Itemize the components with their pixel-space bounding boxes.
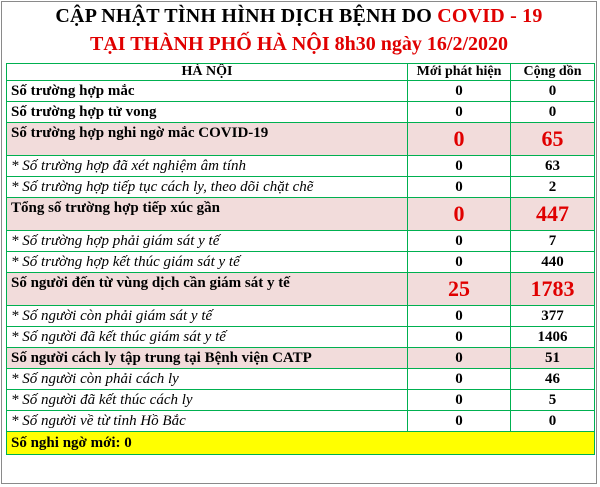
row-label: Số trường hợp nghi ngờ mắc COVID-19 xyxy=(7,123,408,156)
row-new-value: 0 xyxy=(408,156,511,177)
report-title-line1 xyxy=(2,5,596,28)
table-row xyxy=(7,390,595,411)
row-label: * Số trường hợp phải giám sát y tế xyxy=(7,231,408,252)
row-total-value: 440 xyxy=(511,252,595,273)
table-row-highlight xyxy=(7,273,595,306)
row-total-value: 1406 xyxy=(511,327,595,348)
statistics-table xyxy=(6,63,595,455)
row-label: * Số người đã kết thúc cách ly xyxy=(7,390,408,411)
footer-note: Số nghi ngờ mới: 0 xyxy=(7,432,595,455)
row-new-value: 0 xyxy=(408,306,511,327)
row-total-value: 65 xyxy=(511,123,595,156)
row-label: Số người đến từ vùng dịch cần giám sát y tế xyxy=(7,273,408,306)
row-new-value: 0 xyxy=(408,252,511,273)
row-total-value: 0 xyxy=(511,102,595,123)
row-total-value: 447 xyxy=(511,198,595,231)
row-label: Tổng số trường hợp tiếp xúc gần xyxy=(7,198,408,231)
table-row xyxy=(7,411,595,432)
row-new-value: 0 xyxy=(408,177,511,198)
table-row-highlight-small xyxy=(7,348,595,369)
row-new-value: 0 xyxy=(408,81,511,102)
row-total-value: 0 xyxy=(511,81,595,102)
row-new-value: 0 xyxy=(408,348,511,369)
row-label: * Số trường hợp đã xét nghiệm âm tính xyxy=(7,156,408,177)
row-label: * Số trường hợp tiếp tục cách ly, theo dõi chặt chẽ xyxy=(7,177,408,198)
table-row xyxy=(7,252,595,273)
row-label: * Số người còn phải giám sát y tế xyxy=(7,306,408,327)
row-label: Số trường hợp mắc xyxy=(7,81,408,102)
row-new-value: 0 xyxy=(408,231,511,252)
row-total-value: 7 xyxy=(511,231,595,252)
row-label: Số trường hợp tử vong xyxy=(7,102,408,123)
row-label: Số người cách ly tập trung tại Bệnh viện CATP xyxy=(7,348,408,369)
row-total-value: 46 xyxy=(511,369,595,390)
row-total-value: 0 xyxy=(511,411,595,432)
column-header-location: HÀ NỘI xyxy=(7,64,408,81)
table-footer-row xyxy=(7,432,595,455)
table-row xyxy=(7,327,595,348)
title-highlight: COVID - 19 xyxy=(437,5,543,27)
row-new-value: 25 xyxy=(408,273,511,306)
row-new-value: 0 xyxy=(408,123,511,156)
row-total-value: 1783 xyxy=(511,273,595,306)
row-total-value: 5 xyxy=(511,390,595,411)
title-prefix: CẬP NHẬT TÌNH HÌNH DỊCH BỆNH DO xyxy=(55,5,438,27)
table-row-highlight xyxy=(7,123,595,156)
report-frame xyxy=(1,1,597,484)
report-title-line2: TẠI THÀNH PHỐ HÀ NỘI 8h30 ngày 16/2/2020 xyxy=(89,33,509,55)
row-new-value: 0 xyxy=(408,327,511,348)
column-header-new: Mới phát hiện xyxy=(408,64,511,81)
row-total-value: 51 xyxy=(511,348,595,369)
row-new-value: 0 xyxy=(408,411,511,432)
row-label: * Số người về từ tỉnh Hồ Bắc xyxy=(7,411,408,432)
table-row xyxy=(7,177,595,198)
row-total-value: 377 xyxy=(511,306,595,327)
table-row xyxy=(7,81,595,102)
table-row xyxy=(7,102,595,123)
table-row xyxy=(7,156,595,177)
row-new-value: 0 xyxy=(408,198,511,231)
table-row xyxy=(7,306,595,327)
column-header-total: Cộng dồn xyxy=(511,64,595,81)
row-label: * Số trường hợp kết thúc giám sát y tế xyxy=(7,252,408,273)
row-new-value: 0 xyxy=(408,390,511,411)
row-label: * Số người còn phải cách ly xyxy=(7,369,408,390)
table-header-row xyxy=(7,64,595,81)
row-total-value: 2 xyxy=(511,177,595,198)
row-total-value: 63 xyxy=(511,156,595,177)
table-row-highlight xyxy=(7,198,595,231)
row-new-value: 0 xyxy=(408,102,511,123)
table-row xyxy=(7,369,595,390)
table-row xyxy=(7,231,595,252)
row-label: * Số người đã kết thúc giám sát y tế xyxy=(7,327,408,348)
row-new-value: 0 xyxy=(408,369,511,390)
